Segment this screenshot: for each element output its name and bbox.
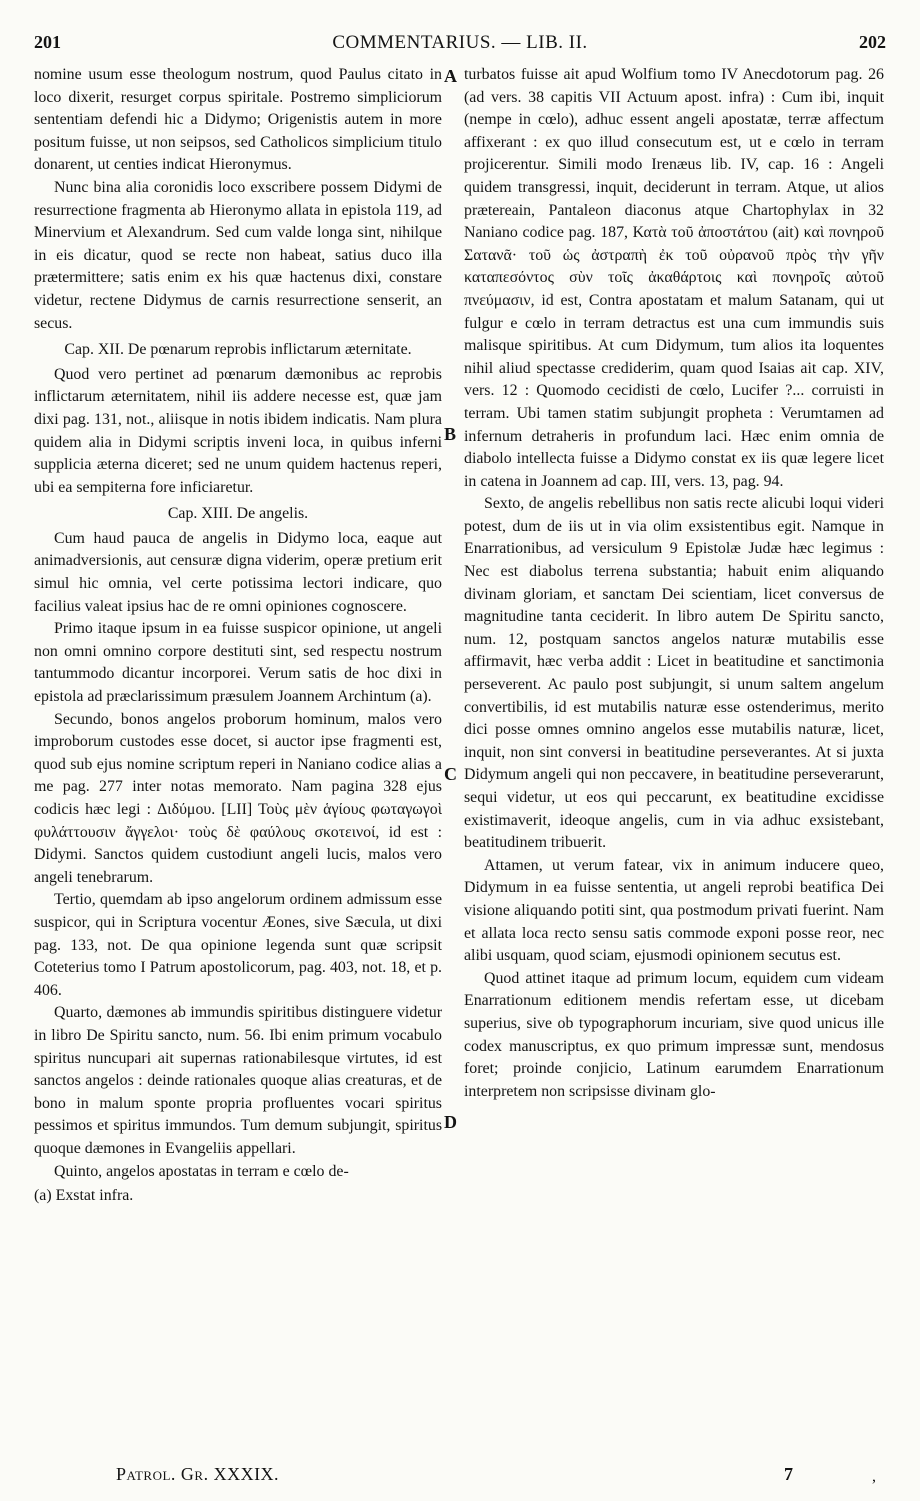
margin-marker-d: D — [444, 1112, 457, 1132]
paragraph: Sexto, de angelis rebellibus non satis recte alicubi loqui videri potest, dum de iis ut in via olim exsistentibus egit. Namque in Enarrationibus, ad versiculum 9 Epistolæ Judæ hæc legimus : Nec est diabolus terrena substantia; habuit enim aliquando divinam gloriam, et sanctam Dei scientiam, licet conversus de magnitudine tanta ceciderit. In libro autem De Spiritu sancto, num. 12, postquam sanctos angelos naturæ mutabilis esse affirmavit, hæc verba addit : Licet in beatitudine et sanctimonia perseverent. Ac paulo post subjungit, si unum saltem angelum convertibilis, id est mutabilis naturæ esse ostenderimus, merito dici posse omnes omnino angelos esse mutabilis naturæ, licet, inquit, non sint conversi in beatitudine perseverantes. At si juxta Didymum angeli qui non peccavere, in beatitudine perseverarunt, sequi videtur, ut eos qui peccarunt, ex beatitudine excidisse existimaverit, ideoque angelis, cum in via adhuc exsistebant, beatitudinem tribuerit. — [464, 495, 884, 852]
page-number-left: 201 — [34, 32, 61, 52]
page-footer — [0, 1464, 920, 1490]
right-column — [464, 64, 884, 1103]
paragraph: Primo itaque ipsum in ea fuisse suspicor opinione, ut angeli non omni omnino corpore destituti sint, sed respectu nostrum tantummodo dicantur incorporei. Verum satis de hoc dixi in epistola ad præclarissimum præsulem Joannem Archintum (a). — [34, 620, 442, 706]
paragraph: Quod attinet itaque ad primum locum, equidem cum videam Enarrationum editionem mendis refertam esse, ut dicebam superius, sive ob typographorum incuriam, sive quod unicus ille codex manuscriptus, ex quo primum impressæ sunt, mendosus foret; proinde conjicio, Latinum earumdem Enarrationum interpretem non scripsisse divinam glo- — [464, 969, 884, 1100]
paragraph: Attamen, ut verum fatear, vix in animum inducere queo, Didymum in ea fuisse sententia, ut angeli reprobi beatifica Dei visione aliquando potiti sint, qua postmodum privati fuerint. Nam et allata loca recto sensu satis commode exponi posse reor, nec alibi usquam, quod sciam, ejusmodi opinionem secutus est. — [464, 856, 884, 965]
left-column — [34, 64, 442, 1208]
sheet-number: 7 — [784, 1464, 793, 1484]
chapter-heading-12: Cap. XII. De pœnarum reprobis inflictarum æternitate. — [64, 341, 412, 359]
chapter-heading-13: Cap. XIII. De angelis. — [167, 505, 309, 523]
signature-line: Patrol. Gr. XXXIX. — [116, 1464, 280, 1484]
paragraph: Quarto, dæmones ab immundis spiritibus distinguere videtur in libro De Spiritu sancto, num. 56. Ibi enim primum vocabulo spiritus nuncupari ait supernas rationabilesque virtutes, id est sanctos angelos : deinde rationales quoque alias creaturas, et de bono in malum sponte propria profluentes vocari spiritus pessimos et spiritus immundos. Tum demum subjungit, spiritus quoque dæmones in Evangeliis appellari. — [34, 1004, 442, 1157]
footer-mark: , — [872, 1468, 876, 1485]
running-title: COMMENTARIUS. — LIB. II. — [332, 32, 588, 53]
paragraph: nomine usum esse theologum nostrum, quod Paulus citato in loco dixerit, resurget corpus spiritale. Postremo simpliciorum sententiam defendi hic a Didymo; Origenistis autem in more positum fuisse, ut non seipsos, sed Catholicos simplicium titulo donarent, ut centies indicat Hieronymus. — [34, 66, 442, 174]
paragraph: Nunc bina alia coronidis loco exscribere possem Didymi de resurrectione fragmenta ab Hieronymo allata in epistola 119, ad Minervium et Alexandrum. Sed cum valde longa sint, nihilque in eis dicatur, quod se recte non habeat, satius duco illa prætermittere; satis enim ex his quæ hactenus dixi, constare videtur, rectene Didymus de carnis resurrectione senserit, an secus. — [34, 178, 442, 332]
margin-marker-a: A — [444, 66, 457, 86]
footnote: (a) Exstat infra. — [34, 1187, 134, 1205]
paragraph: turbatos fuisse ait apud Wolfium tomo IV Anecdotorum pag. 26 (ad vers. 38 capitis VII Actuum apost. infra) : Cum ibi, inquit (nempe in cœlo), adhuc essent angeli apostatæ, terræ affectum affixerant : ex quo illud consecutum est, ut e cœlo in terram projicerentur. Simili modo Irenæus lib. IV, cap. 16 : Angeli quidem transgressi, inquit, deciderunt in terram. Atque, ut alios prætereain, Pantaleon diaconus atque Chartophylax in 32 Naniano codice pag. 187, Κατὰ τοῦ ἀποστάτου (ait) καὶ πονηροῦ Σατανᾶ· τοῦ ὡς ἀστραπὴ ἐκ τοῦ οὐρανοῦ πρὸς τὴν γῆν καταπεσόντος σὺν τοῖς ἀκαθάρτοις καὶ πονηροῖς αὐτοῦ πνεύμασιν, id est, Contra apostatam et malum Satanam, qui ut fulgur e cœlo in terram detractus est una cum immundis suis malisque spiritibus. At cum Didymum, tum alios ita loquentes nihil aliud spectasse crediderim, quam quod Isaias ait cap. XIV, vers. 12 : Quomodo cecidisti de cœlo, Lucifer ?... corruisti in terram. Ubi tamen statim subjungit propheta : Verumtamen ad infernum detraheris in profundum laci. Hæc enim omnia de diabolo intellecta fuisse a Didymo constat ex iis quæ legere licet in catena in Joannem ad cap. III, vers. 13, pag. 94. — [464, 66, 884, 490]
paragraph: Quod vero pertinet ad pœnarum dæmonibus ac reprobis inflictarum æternitatem, nihil iis addere necesse est, quæ jam dixi pag. 131, not., aliisque in notis ibidem indicatis. Nam plura quidem alia in Didymi scriptis inveni loca, in quibus inferni supplicia æterna diceret; sed ne unum quidem hactenus reperi, ubi ea sempiterna fore inficiaretur. — [34, 365, 442, 496]
paragraph: Cum haud pauca de angelis in Didymo loca, eaque aut animadversionis, aut censuræ digna viderim, operæ pretium erit simul hic omnia, vel certe potissima lectori indicare, quo facilius valeat ipsius hac de re omni opiniones cognoscere. — [34, 529, 442, 615]
paragraph: Secundo, bonos angelos proborum hominum, malos vero improborum custodes esse docet, si auctor ipse fragmenti est, quod sub ejus nomine scriptum reperi in Naniano codice alias a me pag. 277 inter notas memorato. Nam pagina 328 ejus codicis hæc legi : Διδύμου. [LII] Τοὺς μὲν ἁγίους φωταγωγοὶ φυλάττουσιν ἄγγελοι· τοὺς δὲ φαύλους σκοτεινοί, id est : Didymi. Sanctos quidem custodiunt angeli lucis, malos vero angeli tenebrarum. — [34, 710, 442, 886]
paragraph: Quinto, angelos apostatas in terram e cœlo de- — [54, 1162, 349, 1180]
running-header — [34, 32, 886, 60]
paragraph: Tertio, quemdam ab ipso angelorum ordinem admissum esse suspicor, qui in Scriptura vocentur Æones, sive Sæcula, ut dixi pag. 133, not. De qua opinione legenda sunt quæ scripsit Coteterius tomo I Patrum apostolicorum, pag. 403, not. 18, et p. 406. — [34, 891, 442, 999]
margin-marker-c: C — [444, 764, 457, 784]
margin-marker-b: B — [444, 424, 457, 444]
page-number-right: 202 — [859, 32, 886, 52]
